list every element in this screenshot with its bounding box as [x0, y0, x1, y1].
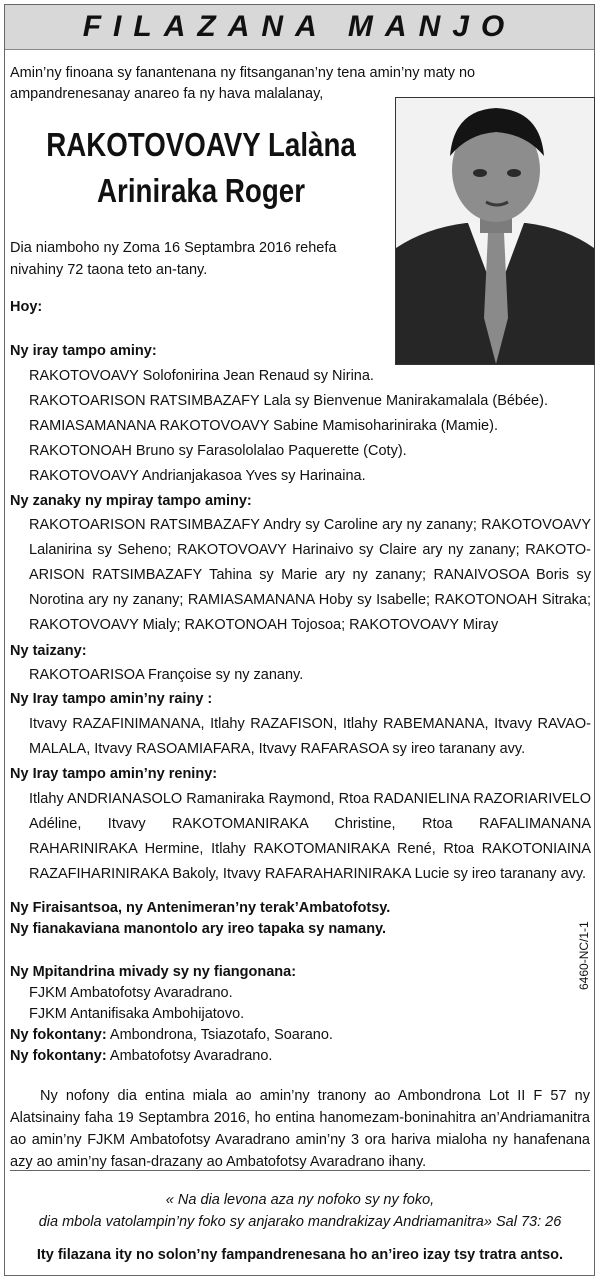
intro-text: Amin’ny finoana sy fanantenana ny fitsanganan’ny tena amin’ny maty no ampandrenesanay anareo fa ny hava malalanay, [10, 65, 476, 102]
family-line: RAKOTOVOAVY Solofonirina Jean Renaud sy Nirina. [29, 368, 374, 384]
church-line: FJKM Antanifisaka Ambohijatovo. [29, 1006, 245, 1022]
family-line: RAKOTOVOAVY Andrianjakasoa Yves sy Harinaina. [29, 468, 366, 484]
nephew-text: RAKOTOARISOA Françoise sy ny zanany. [29, 667, 304, 683]
psalm-quote [10, 1189, 590, 1233]
fokontany-label: Ny fokontany: [10, 1048, 107, 1064]
divider [10, 1170, 590, 1171]
reference-code: 6460-NC/1-1 [577, 921, 591, 990]
church-heading: Ny Mpitandrina mivady sy ny fiangonana: [10, 964, 297, 980]
nephew-heading: Ny taizany: [10, 643, 87, 659]
funeral-text: Ny nofony dia entina miala ao amin’ny tranony ao Ambondrona Lot II F 57 ny Alatsinainy faha 19 Septambra 2016, ho entina hanomezam-boninahitra an’Andriamanitra ao amin’ny FJKM Ambatofotsy Avaradrano amin’ny 3 ora hariva mialoha ny hanafenana azy ao amin’ny fasan-drazany ao Ambatofotsy Avaradrano ihany. [10, 1088, 590, 1170]
banner-title: FILAZANA MANJO [82, 10, 517, 43]
fokontany-value: Ambondrona, Tsiazotafo, Soarano. [106, 1027, 333, 1043]
wife-heading: Ny iray tampo aminy: [10, 343, 157, 359]
hoy-label: Hoy: [10, 299, 43, 315]
grandchildren-text: RAKOTOARISON RATSIMBAZAFY Andry sy Caroline ary ny zanany; RAKOTOVOAVY Lalanirina sy Seheno; RAKOTOVOAVY Harinaivo sy Claire ary ny zanany; RAKOTO-ARISON RATSIMBAZAFY Tahina sy Marie ary ny zanany; RANAIVOSOA Boris sy Norotina ary ny zanany; RAMIASAMANANA Hoby sy Isabelle; RAKOTONOAH Sitraka; RAKOTOVOAVY Mialy; RAKOTONOAH Tojosoa; RAKOTOVOAVY Miray [29, 517, 591, 633]
obituary-notice [4, 4, 595, 1276]
father-side-text: Itvavy RAZAFINIMANANA, Itlahy RAZAFISON, Itlahy RABEMANANA, Itvavy RAVAO-MALALA, Itvavy RASOAMIAFARA, Itvavy RAFARASOA sy ireo taranany avy. [29, 716, 591, 757]
fokontany-line-2 [10, 1046, 570, 1067]
family-line: RAKOTOARISON RATSIMBAZAFY Lala sy Bienvenue Manirakamalala (Bébée). [29, 393, 548, 409]
quote-line-1: « Na dia levona aza ny nofoko sy ny foko, [165, 1192, 435, 1208]
closing-text: Ity filazana ity no solon’ny fampandrenesana ho an’ireo izay tsy tratra antso. [36, 1247, 564, 1263]
grandchildren-heading: Ny zanaky ny mpiray tampo aminy: [10, 493, 252, 509]
name-line-2: Ariniraka Roger [97, 172, 305, 209]
banner [5, 5, 594, 50]
deceased-name [41, 122, 362, 214]
fokontany-value: Ambatofotsy Avaradrano. [106, 1048, 273, 1064]
family-line: RAKOTONOAH Bruno sy Farasololalao Paquerette (Coty). [29, 443, 407, 459]
mother-side-heading: Ny Iray tampo amin’ny reniny: [10, 766, 218, 782]
friends-line-2: Ny fianakaviana manontolo ary ireo tapaka sy namany. [10, 921, 387, 937]
fokontany-label: Ny fokontany: [10, 1027, 107, 1043]
friends-line-1: Ny Firaisantsoa, ny Antenimeran’ny terak’Ambatofotsy. [10, 900, 391, 916]
death-notice-text: Dia niamboho ny Zoma 16 Septambra 2016 rehefa nivahiny 72 taona teto an-tany. [10, 240, 337, 278]
portrait-photo [395, 97, 595, 365]
fokontany-line-1 [10, 1025, 570, 1046]
family-line: RAMIASAMANANA RAKOTOVOAVY Sabine Mamisohariniraka (Mamie). [29, 418, 498, 434]
quote-line-2: dia mbola vatolampin’ny foko sy anjarako mandrakizay Andriamanitra» Sal 73: 26 [38, 1214, 562, 1230]
name-line-1: RAKOTOVOAVY Lalàna [46, 126, 356, 163]
mother-side-text: Itlahy ANDRIANASOLO Ramaniraka Raymond, Rtoa RADANIELINA RAZORIARIVELO Adéline, Itvavy RAKOTOMANIRAKA Christine, Rtoa RAFALIMANANA RAHARINIRAKA Hermine, Itlahy RAKOTOMANIRAKA René, Rtoa RAKOTONIAINA RAZAFIHARINIRAKA Bakoly, Itvavy RAFARAHARINIRAKA Lucie sy ireo taranany avy. [29, 791, 591, 882]
church-line: FJKM Ambatofotsy Avaradrano. [29, 985, 233, 1001]
father-side-heading: Ny Iray tampo amin’ny rainy : [10, 691, 213, 707]
